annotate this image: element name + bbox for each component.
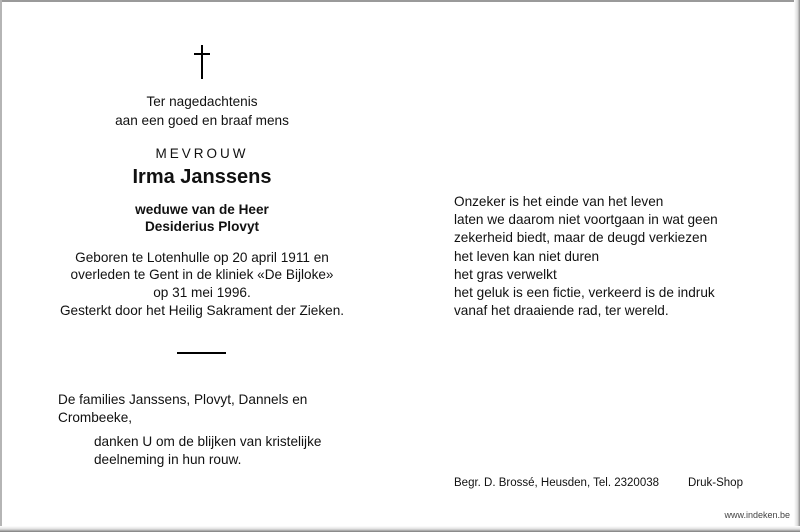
- biography-line-3: op 31 mei 1996.: [153, 285, 251, 300]
- biography-line-4: Gesterkt door het Heilig Sakrament der Zieken.: [59, 303, 345, 318]
- poem-line-4: het leven kan niet duren: [454, 249, 600, 264]
- card-edge-right: [794, 0, 800, 532]
- title-mevrouw: MEVROUW: [155, 146, 249, 161]
- deceased-name: Irma Janssens: [132, 166, 272, 188]
- poem-line-5: het gras verwelkt: [454, 267, 557, 282]
- biography-line-1: Geboren te Lotenhulle op 20 april 1911 en: [75, 250, 329, 265]
- poem-line-6: het geluk is een fictie, verkeerd is de indruk: [454, 285, 715, 300]
- divider-rule: [177, 352, 226, 354]
- undertaker-credit: Begr. D. Brossé, Heusden, Tel. 2320038: [454, 477, 660, 489]
- families-line-2: Crombeeke,: [58, 410, 133, 425]
- cross-icon: [193, 45, 211, 79]
- printer-credit: Druk-Shop: [688, 477, 743, 489]
- website-watermark: www.indeken.be: [724, 510, 790, 520]
- poem-line-1: Onzeker is het einde van het leven: [454, 194, 664, 209]
- biography-line-2: overleden te Gent in de kliniek «De Bijloke»: [70, 267, 334, 282]
- poem-line-3: zekerheid biedt, maar de deugd verkiezen: [454, 230, 708, 245]
- card-edge-top: [0, 0, 800, 2]
- spouse-line-1: weduwe van de Heer: [135, 202, 269, 217]
- card-edge-bottom: [0, 526, 800, 532]
- thanks-line-2: deelneming in hun rouw.: [94, 452, 242, 467]
- poem-line-7: vanaf het draaiende rad, ter wereld.: [454, 303, 669, 318]
- thanks-line-1: danken U om de blijken van kristelijke: [94, 434, 322, 449]
- families-line-1: De families Janssens, Plovyt, Dannels en: [58, 392, 308, 407]
- poem-line-2: laten we daarom niet voortgaan in wat geen: [454, 212, 718, 227]
- spouse-line-2: Desiderius Plovyt: [144, 219, 260, 234]
- dedication-line-1: Ter nagedachtenis: [146, 94, 258, 109]
- dedication-line-2: aan een goed en braaf mens: [115, 113, 289, 128]
